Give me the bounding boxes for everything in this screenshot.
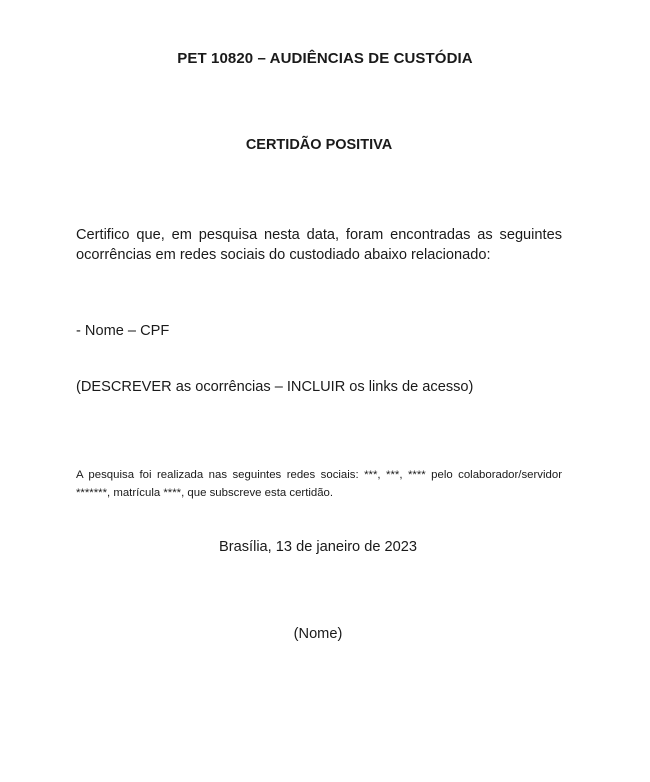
subject-line: - Nome – CPF	[76, 323, 170, 339]
document-title: CERTIDÃO POSITIVA	[245, 137, 393, 153]
header-title: PET 10820 – AUDIÊNCIAS DE CUSTÓDIA	[177, 50, 473, 67]
signature-placeholder: (Nome)	[293, 626, 343, 642]
body-paragraph: Certifico que, em pesquisa nesta data, foram encontradas as seguintes ocorrências em redes sociais do custodiado abaixo relacionado:	[76, 227, 562, 263]
footnote-paragraph: A pesquisa foi realizada nas seguintes redes sociais: ***, ***, **** pelo colaborador/servidor *******, matrícula ****, que subscreve esta certidão.	[76, 469, 562, 499]
date-line: Brasília, 13 de janeiro de 2023	[219, 539, 417, 555]
instruction-line: (DESCREVER as ocorrências – INCLUIR os links de acesso)	[76, 379, 474, 395]
